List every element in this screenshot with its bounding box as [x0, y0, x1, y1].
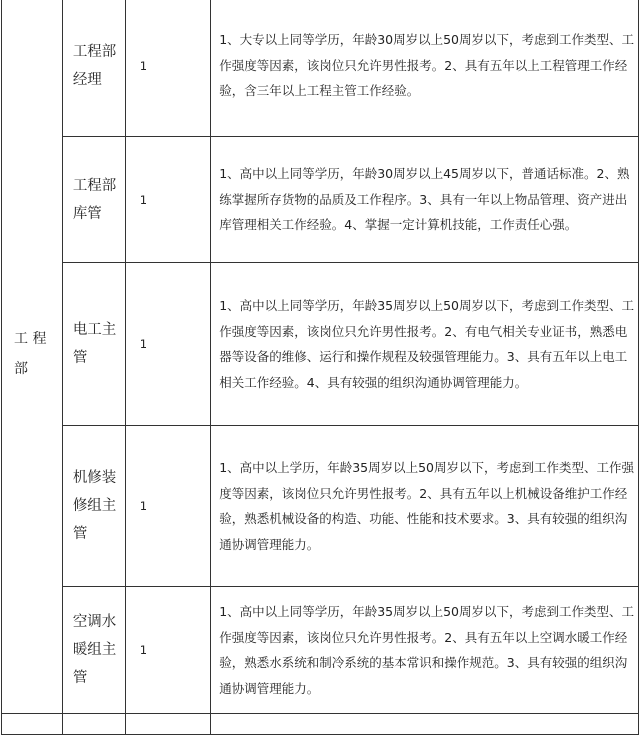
job-requirements-table [1, 0, 639, 735]
department-cell [2, 0, 63, 714]
requirements-text: 1、高中以上同等学历，年龄35周岁以上50周岁以下，考虑到工作类型、工作强度等因素，该岗位只允许男性报考。2、有电气相关专业证书，熟悉电器等设备的维修、运行和操作规程及较强管理能力。3、具有五年以上电工相关工作经验。4、具有较强的组织沟通协调管理能力。 [219, 298, 635, 390]
requirements-cell [211, 426, 639, 587]
count-cell [125, 137, 211, 263]
count-cell [125, 263, 211, 426]
position-cell [62, 426, 125, 587]
position-name: 空调水暖组主管 [72, 614, 117, 686]
position-cell [62, 587, 125, 714]
position-cell [62, 0, 125, 137]
empty-cell [125, 714, 211, 735]
empty-cell [211, 714, 639, 735]
position-cell [62, 263, 125, 426]
position-name: 工程部经理 [72, 43, 117, 88]
table-row [2, 137, 639, 263]
position-name: 机修装修组主管 [72, 470, 117, 542]
department-name: 工 程 部 [14, 331, 47, 377]
table-row [2, 263, 639, 426]
empty-cell [2, 714, 63, 735]
table-row [2, 0, 639, 137]
position-cell [62, 137, 125, 263]
headcount: 1 [139, 499, 148, 513]
requirements-cell [211, 587, 639, 714]
table-row [2, 587, 639, 714]
position-name: 电工主管 [72, 322, 117, 366]
count-cell [125, 0, 211, 137]
requirements-cell [211, 263, 639, 426]
requirements-text: 1、高中以上同等学历，年龄35周岁以上50周岁以下，考虑到工作类型、工作强度等因素，该岗位只允许男性报考。2、具有五年以上空调水暖工作经验，熟悉水系统和制冷系统的基本常识和操作规范。3、具有较强的组织沟通协调管理能力。 [219, 604, 635, 696]
headcount: 1 [139, 337, 148, 351]
empty-cell [62, 714, 125, 735]
table-row-partial [2, 714, 639, 735]
headcount: 1 [139, 643, 148, 657]
requirements-text: 1、高中以上学历，年龄35周岁以上50周岁以下，考虑到工作类型、工作强度等因素，该岗位只允许男性报考。2、具有五年以上机械设备维护工作经验，熟悉机械设备的构造、功能、性能和技术要求。3、具有较强的组织沟通协调管理能力。 [219, 460, 635, 552]
count-cell [125, 587, 211, 714]
requirements-cell [211, 0, 639, 137]
count-cell [125, 426, 211, 587]
table-row [2, 426, 639, 587]
requirements-text: 1、高中以上同等学历，年龄30周岁以上45周岁以下，普通话标准。2、熟练掌握所存货物的品质及工作程序。3、具有一年以上物品管理、资产进出库管理相关工作经验。4、掌握一定计算机技能，工作责任心强。 [219, 166, 630, 233]
headcount: 1 [139, 192, 148, 207]
requirements-text: 1、大专以上同等学历，年龄30周岁以上50周岁以下，考虑到工作类型、工作强度等因素，该岗位只允许男性报考。2、具有五年以上工程管理工作经验，含三年以上工程主管工作经验。 [219, 32, 635, 99]
headcount: 1 [139, 58, 148, 73]
requirements-cell [211, 137, 639, 263]
position-name: 工程部库管 [72, 177, 117, 222]
